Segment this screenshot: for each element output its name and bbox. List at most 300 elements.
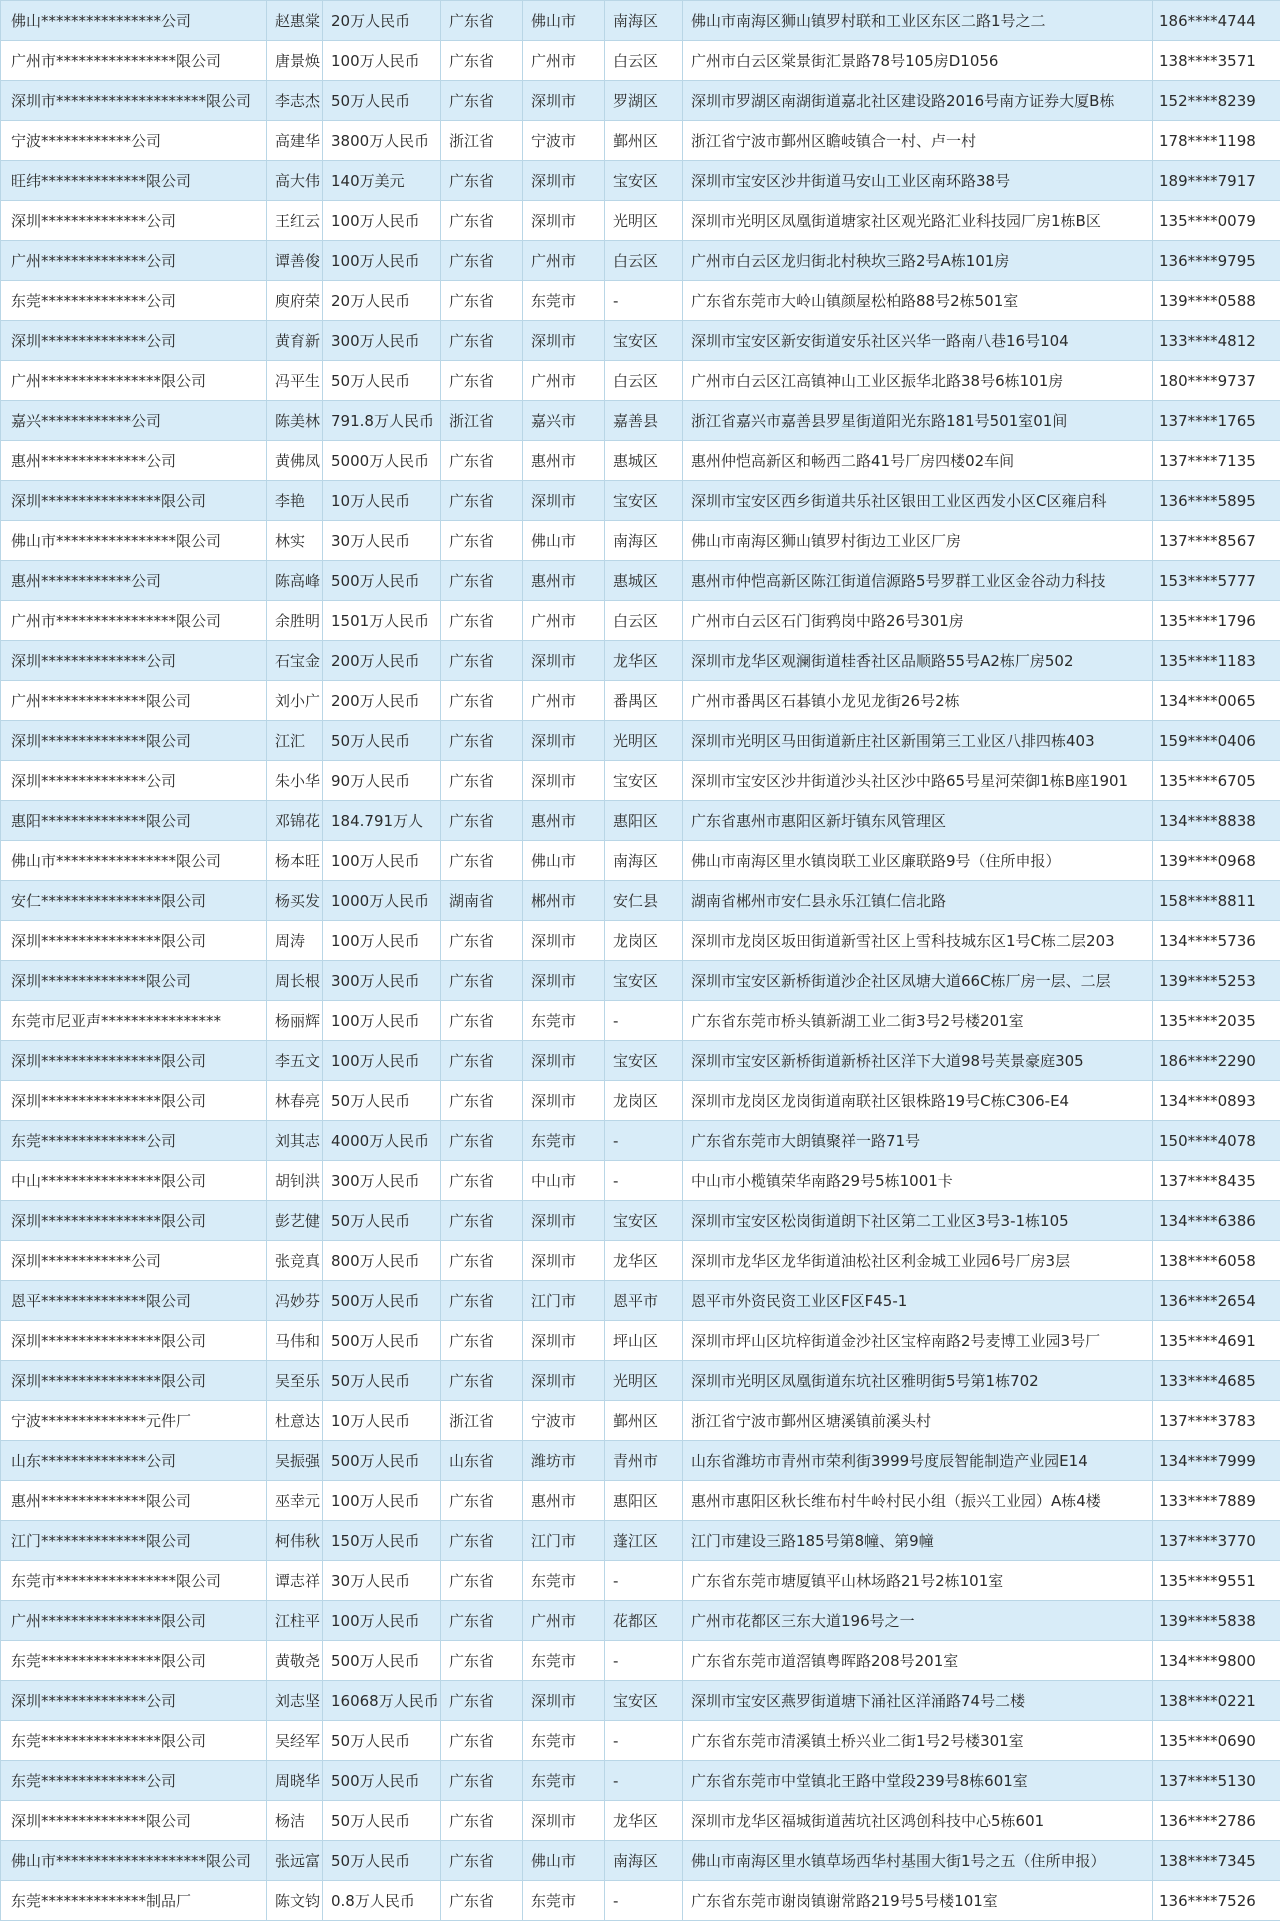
address-cell: 广州市白云区江高镇神山工业区振华北路38号6栋101房 bbox=[683, 361, 1153, 401]
table-row bbox=[1, 281, 1280, 321]
table-row bbox=[1, 1601, 1280, 1641]
table-row bbox=[1, 1881, 1280, 1921]
phone-cell: 134****0893 bbox=[1153, 1081, 1280, 1121]
company-name-cell: 深圳****************限公司 bbox=[1, 481, 267, 521]
address-cell: 广州市白云区龙归街北村秧坎三路2号A栋101房 bbox=[683, 241, 1153, 281]
company-name-cell: 东莞****************限公司 bbox=[1, 1641, 267, 1681]
capital-cell: 30万人民币 bbox=[323, 521, 441, 561]
company-name-cell: 深圳**************公司 bbox=[1, 1681, 267, 1721]
table-row bbox=[1, 761, 1280, 801]
phone-cell: 134****8838 bbox=[1153, 801, 1280, 841]
company-name-cell: 佛山市****************限公司 bbox=[1, 521, 267, 561]
company-name-cell: 安仁****************限公司 bbox=[1, 881, 267, 921]
phone-cell: 137****1765 bbox=[1153, 401, 1280, 441]
table-row bbox=[1, 361, 1280, 401]
legal-rep-cell: 杨本旺 bbox=[267, 841, 323, 881]
capital-cell: 500万人民币 bbox=[323, 1321, 441, 1361]
province-cell: 广东省 bbox=[441, 1601, 523, 1641]
city-cell: 深圳市 bbox=[523, 1201, 605, 1241]
district-cell: - bbox=[605, 1001, 683, 1041]
company-name-cell: 嘉兴************公司 bbox=[1, 401, 267, 441]
phone-cell: 134****7999 bbox=[1153, 1441, 1280, 1481]
company-name-cell: 东莞**************公司 bbox=[1, 281, 267, 321]
legal-rep-cell: 彭艺健 bbox=[267, 1201, 323, 1241]
company-name-cell: 东莞**************制品厂 bbox=[1, 1881, 267, 1921]
legal-rep-cell: 庾府荣 bbox=[267, 281, 323, 321]
city-cell: 东莞市 bbox=[523, 1001, 605, 1041]
address-cell: 深圳市龙华区龙华街道油松社区利金城工业园6号厂房3层 bbox=[683, 1241, 1153, 1281]
province-cell: 广东省 bbox=[441, 1241, 523, 1281]
table-row bbox=[1, 1281, 1280, 1321]
table-row bbox=[1, 1081, 1280, 1121]
table-body bbox=[1, 1, 1280, 1921]
address-cell: 广州市白云区石门街鸦岗中路26号301房 bbox=[683, 601, 1153, 641]
capital-cell: 30万人民币 bbox=[323, 1561, 441, 1601]
legal-rep-cell: 陈高峰 bbox=[267, 561, 323, 601]
province-cell: 广东省 bbox=[441, 281, 523, 321]
city-cell: 广州市 bbox=[523, 241, 605, 281]
province-cell: 广东省 bbox=[441, 201, 523, 241]
district-cell: 嘉善县 bbox=[605, 401, 683, 441]
table-row bbox=[1, 1441, 1280, 1481]
city-cell: 宁波市 bbox=[523, 121, 605, 161]
legal-rep-cell: 冯平生 bbox=[267, 361, 323, 401]
district-cell: - bbox=[605, 1161, 683, 1201]
legal-rep-cell: 李艳 bbox=[267, 481, 323, 521]
province-cell: 广东省 bbox=[441, 801, 523, 841]
province-cell: 广东省 bbox=[441, 761, 523, 801]
city-cell: 佛山市 bbox=[523, 1841, 605, 1881]
table-row bbox=[1, 1761, 1280, 1801]
phone-cell: 134****0065 bbox=[1153, 681, 1280, 721]
company-name-cell: 惠阳**************限公司 bbox=[1, 801, 267, 841]
district-cell: - bbox=[605, 1721, 683, 1761]
company-name-cell: 广州**************公司 bbox=[1, 241, 267, 281]
province-cell: 广东省 bbox=[441, 721, 523, 761]
legal-rep-cell: 冯妙芬 bbox=[267, 1281, 323, 1321]
province-cell: 广东省 bbox=[441, 1801, 523, 1841]
capital-cell: 50万人民币 bbox=[323, 721, 441, 761]
province-cell: 广东省 bbox=[441, 1, 523, 41]
address-cell: 浙江省宁波市鄞州区瞻岐镇合一村、卢一村 bbox=[683, 121, 1153, 161]
company-name-cell: 宁波************公司 bbox=[1, 121, 267, 161]
district-cell: 宝安区 bbox=[605, 481, 683, 521]
address-cell: 佛山市南海区狮山镇罗村联和工业区东区二路1号之二 bbox=[683, 1, 1153, 41]
capital-cell: 50万人民币 bbox=[323, 81, 441, 121]
address-cell: 深圳市宝安区新安街道安乐社区兴华一路南八巷16号104 bbox=[683, 321, 1153, 361]
city-cell: 深圳市 bbox=[523, 1041, 605, 1081]
company-name-cell: 惠州**************限公司 bbox=[1, 1481, 267, 1521]
company-name-cell: 深圳**************限公司 bbox=[1, 1801, 267, 1841]
phone-cell: 138****6058 bbox=[1153, 1241, 1280, 1281]
province-cell: 山东省 bbox=[441, 1441, 523, 1481]
capital-cell: 0.8万人民币 bbox=[323, 1881, 441, 1921]
company-name-cell: 深圳**************限公司 bbox=[1, 721, 267, 761]
company-name-cell: 深圳****************限公司 bbox=[1, 1201, 267, 1241]
legal-rep-cell: 江柱平 bbox=[267, 1601, 323, 1641]
district-cell: 宝安区 bbox=[605, 1681, 683, 1721]
company-name-cell: 广州****************限公司 bbox=[1, 1601, 267, 1641]
address-cell: 惠州仲恺高新区和畅西二路41号厂房四楼02车间 bbox=[683, 441, 1153, 481]
company-name-cell: 佛山市****************限公司 bbox=[1, 841, 267, 881]
capital-cell: 10万人民币 bbox=[323, 1401, 441, 1441]
district-cell: 光明区 bbox=[605, 201, 683, 241]
city-cell: 深圳市 bbox=[523, 961, 605, 1001]
legal-rep-cell: 高建华 bbox=[267, 121, 323, 161]
legal-rep-cell: 吴经军 bbox=[267, 1721, 323, 1761]
company-name-cell: 东莞**************公司 bbox=[1, 1121, 267, 1161]
table-row bbox=[1, 1561, 1280, 1601]
address-cell: 深圳市宝安区西乡街道共乐社区银田工业区西发小区C区雍启科 bbox=[683, 481, 1153, 521]
address-cell: 广州市番禺区石碁镇小龙见龙街26号2栋 bbox=[683, 681, 1153, 721]
company-name-cell: 佛山****************公司 bbox=[1, 1, 267, 41]
company-name-cell: 旺纬**************限公司 bbox=[1, 161, 267, 201]
city-cell: 宁波市 bbox=[523, 1401, 605, 1441]
table-row bbox=[1, 81, 1280, 121]
district-cell: 蓬江区 bbox=[605, 1521, 683, 1561]
legal-rep-cell: 刘小广 bbox=[267, 681, 323, 721]
district-cell: 罗湖区 bbox=[605, 81, 683, 121]
company-name-cell: 东莞****************限公司 bbox=[1, 1721, 267, 1761]
province-cell: 湖南省 bbox=[441, 881, 523, 921]
city-cell: 广州市 bbox=[523, 361, 605, 401]
province-cell: 广东省 bbox=[441, 521, 523, 561]
city-cell: 广州市 bbox=[523, 41, 605, 81]
phone-cell: 186****4744 bbox=[1153, 1, 1280, 41]
phone-cell: 137****3783 bbox=[1153, 1401, 1280, 1441]
city-cell: 惠州市 bbox=[523, 561, 605, 601]
province-cell: 广东省 bbox=[441, 1081, 523, 1121]
company-name-cell: 惠州************公司 bbox=[1, 561, 267, 601]
legal-rep-cell: 杨买发 bbox=[267, 881, 323, 921]
city-cell: 东莞市 bbox=[523, 1561, 605, 1601]
province-cell: 广东省 bbox=[441, 81, 523, 121]
district-cell: 龙华区 bbox=[605, 1801, 683, 1841]
capital-cell: 5000万人民币 bbox=[323, 441, 441, 481]
address-cell: 深圳市宝安区沙井街道马安山工业区南环路38号 bbox=[683, 161, 1153, 201]
city-cell: 佛山市 bbox=[523, 521, 605, 561]
address-cell: 深圳市光明区凤凰街道塘家社区观光路汇业科技园厂房1栋B区 bbox=[683, 201, 1153, 241]
table-row bbox=[1, 441, 1280, 481]
district-cell: 安仁县 bbox=[605, 881, 683, 921]
company-name-cell: 惠州**************公司 bbox=[1, 441, 267, 481]
city-cell: 东莞市 bbox=[523, 1721, 605, 1761]
address-cell: 深圳市龙岗区龙岗街道南联社区银株路19号C栋C306-E4 bbox=[683, 1081, 1153, 1121]
province-cell: 广东省 bbox=[441, 241, 523, 281]
table-row bbox=[1, 521, 1280, 561]
address-cell: 深圳市龙华区福城街道茜坑社区鸿创科技中心5栋601 bbox=[683, 1801, 1153, 1841]
city-cell: 东莞市 bbox=[523, 1761, 605, 1801]
phone-cell: 134****9800 bbox=[1153, 1641, 1280, 1681]
table-row bbox=[1, 1401, 1280, 1441]
table-row bbox=[1, 1201, 1280, 1241]
province-cell: 广东省 bbox=[441, 1041, 523, 1081]
phone-cell: 137****8435 bbox=[1153, 1161, 1280, 1201]
province-cell: 广东省 bbox=[441, 1761, 523, 1801]
district-cell: 宝安区 bbox=[605, 961, 683, 1001]
district-cell: 惠城区 bbox=[605, 441, 683, 481]
capital-cell: 20万人民币 bbox=[323, 1, 441, 41]
district-cell: 宝安区 bbox=[605, 321, 683, 361]
phone-cell: 138****0221 bbox=[1153, 1681, 1280, 1721]
table-row bbox=[1, 1721, 1280, 1761]
city-cell: 佛山市 bbox=[523, 841, 605, 881]
company-name-cell: 东莞**************公司 bbox=[1, 1761, 267, 1801]
legal-rep-cell: 邓锦花 bbox=[267, 801, 323, 841]
legal-rep-cell: 余胜明 bbox=[267, 601, 323, 641]
phone-cell: 139****0588 bbox=[1153, 281, 1280, 321]
capital-cell: 100万人民币 bbox=[323, 1481, 441, 1521]
address-cell: 广东省惠州市惠阳区新圩镇东风管理区 bbox=[683, 801, 1153, 841]
city-cell: 深圳市 bbox=[523, 1081, 605, 1121]
table-row bbox=[1, 1, 1280, 41]
address-cell: 广州市白云区棠景街汇景路78号105房D1056 bbox=[683, 41, 1153, 81]
table-row bbox=[1, 161, 1280, 201]
phone-cell: 150****4078 bbox=[1153, 1121, 1280, 1161]
legal-rep-cell: 柯伟秋 bbox=[267, 1521, 323, 1561]
district-cell: - bbox=[605, 1761, 683, 1801]
table-row bbox=[1, 41, 1280, 81]
capital-cell: 500万人民币 bbox=[323, 1641, 441, 1681]
capital-cell: 100万人民币 bbox=[323, 1601, 441, 1641]
table-row bbox=[1, 321, 1280, 361]
legal-rep-cell: 朱小华 bbox=[267, 761, 323, 801]
company-name-cell: 宁波**************元件厂 bbox=[1, 1401, 267, 1441]
district-cell: 坪山区 bbox=[605, 1321, 683, 1361]
province-cell: 广东省 bbox=[441, 921, 523, 961]
legal-rep-cell: 黄敬尧 bbox=[267, 1641, 323, 1681]
province-cell: 广东省 bbox=[441, 601, 523, 641]
phone-cell: 135****2035 bbox=[1153, 1001, 1280, 1041]
city-cell: 佛山市 bbox=[523, 1, 605, 41]
legal-rep-cell: 吴至乐 bbox=[267, 1361, 323, 1401]
province-cell: 广东省 bbox=[441, 321, 523, 361]
phone-cell: 153****5777 bbox=[1153, 561, 1280, 601]
capital-cell: 100万人民币 bbox=[323, 1041, 441, 1081]
phone-cell: 135****9551 bbox=[1153, 1561, 1280, 1601]
province-cell: 广东省 bbox=[441, 561, 523, 601]
table-row bbox=[1, 121, 1280, 161]
capital-cell: 20万人民币 bbox=[323, 281, 441, 321]
province-cell: 广东省 bbox=[441, 1841, 523, 1881]
capital-cell: 791.8万人民币 bbox=[323, 401, 441, 441]
address-cell: 广东省东莞市大朗镇聚祥一路71号 bbox=[683, 1121, 1153, 1161]
address-cell: 深圳市宝安区松岗街道朗下社区第二工业区3号3-1栋105 bbox=[683, 1201, 1153, 1241]
table-row bbox=[1, 1321, 1280, 1361]
city-cell: 东莞市 bbox=[523, 281, 605, 321]
phone-cell: 133****7889 bbox=[1153, 1481, 1280, 1521]
company-name-cell: 广州****************限公司 bbox=[1, 361, 267, 401]
province-cell: 广东省 bbox=[441, 1321, 523, 1361]
address-cell: 深圳市罗湖区南湖街道嘉北社区建设路2016号南方证券大厦B栋 bbox=[683, 81, 1153, 121]
capital-cell: 4000万人民币 bbox=[323, 1121, 441, 1161]
address-cell: 湖南省郴州市安仁县永乐江镇仁信北路 bbox=[683, 881, 1153, 921]
capital-cell: 1000万人民币 bbox=[323, 881, 441, 921]
province-cell: 浙江省 bbox=[441, 121, 523, 161]
district-cell: 宝安区 bbox=[605, 761, 683, 801]
address-cell: 广州市花都区三东大道196号之一 bbox=[683, 1601, 1153, 1641]
district-cell: - bbox=[605, 1121, 683, 1161]
address-cell: 广东省东莞市中堂镇北王路中堂段239号8栋601室 bbox=[683, 1761, 1153, 1801]
company-name-cell: 东莞市****************限公司 bbox=[1, 1561, 267, 1601]
phone-cell: 136****7526 bbox=[1153, 1881, 1280, 1921]
company-name-cell: 山东**************公司 bbox=[1, 1441, 267, 1481]
district-cell: 南海区 bbox=[605, 1, 683, 41]
company-name-cell: 深圳****************限公司 bbox=[1, 921, 267, 961]
phone-cell: 139****0968 bbox=[1153, 841, 1280, 881]
table-row bbox=[1, 1161, 1280, 1201]
province-cell: 广东省 bbox=[441, 1481, 523, 1521]
company-name-cell: 深圳****************限公司 bbox=[1, 1041, 267, 1081]
table-row bbox=[1, 1481, 1280, 1521]
address-cell: 深圳市宝安区沙井街道沙头社区沙中路65号星河荣御1栋B座1901 bbox=[683, 761, 1153, 801]
city-cell: 广州市 bbox=[523, 601, 605, 641]
district-cell: 青州市 bbox=[605, 1441, 683, 1481]
table-row bbox=[1, 1121, 1280, 1161]
address-cell: 深圳市宝安区新桥街道新桥社区洋下大道98号芙景豪庭305 bbox=[683, 1041, 1153, 1081]
province-cell: 广东省 bbox=[441, 441, 523, 481]
city-cell: 东莞市 bbox=[523, 1121, 605, 1161]
district-cell: 白云区 bbox=[605, 601, 683, 641]
city-cell: 深圳市 bbox=[523, 321, 605, 361]
table-row bbox=[1, 641, 1280, 681]
district-cell: - bbox=[605, 1881, 683, 1921]
company-name-cell: 广州**************限公司 bbox=[1, 681, 267, 721]
province-cell: 浙江省 bbox=[441, 401, 523, 441]
table-row bbox=[1, 601, 1280, 641]
province-cell: 浙江省 bbox=[441, 1401, 523, 1441]
district-cell: - bbox=[605, 1561, 683, 1601]
legal-rep-cell: 黄育新 bbox=[267, 321, 323, 361]
table-row bbox=[1, 1241, 1280, 1281]
province-cell: 广东省 bbox=[441, 1641, 523, 1681]
city-cell: 江门市 bbox=[523, 1281, 605, 1321]
capital-cell: 200万人民币 bbox=[323, 641, 441, 681]
district-cell: 番禺区 bbox=[605, 681, 683, 721]
province-cell: 广东省 bbox=[441, 961, 523, 1001]
province-cell: 广东省 bbox=[441, 1561, 523, 1601]
address-cell: 中山市小榄镇荣华南路29号5栋1001卡 bbox=[683, 1161, 1153, 1201]
province-cell: 广东省 bbox=[441, 361, 523, 401]
address-cell: 深圳市光明区凤凰街道东坑社区雅明街5号第1栋702 bbox=[683, 1361, 1153, 1401]
district-cell: 白云区 bbox=[605, 241, 683, 281]
table-row bbox=[1, 481, 1280, 521]
city-cell: 深圳市 bbox=[523, 1681, 605, 1721]
city-cell: 潍坊市 bbox=[523, 1441, 605, 1481]
capital-cell: 500万人民币 bbox=[323, 1761, 441, 1801]
district-cell: 南海区 bbox=[605, 521, 683, 561]
table-row bbox=[1, 401, 1280, 441]
capital-cell: 50万人民币 bbox=[323, 361, 441, 401]
table-row bbox=[1, 721, 1280, 761]
province-cell: 广东省 bbox=[441, 1881, 523, 1921]
table-row bbox=[1, 881, 1280, 921]
province-cell: 广东省 bbox=[441, 1001, 523, 1041]
legal-rep-cell: 刘其志 bbox=[267, 1121, 323, 1161]
legal-rep-cell: 林春亮 bbox=[267, 1081, 323, 1121]
phone-cell: 186****2290 bbox=[1153, 1041, 1280, 1081]
legal-rep-cell: 巫幸元 bbox=[267, 1481, 323, 1521]
city-cell: 深圳市 bbox=[523, 721, 605, 761]
capital-cell: 100万人民币 bbox=[323, 1001, 441, 1041]
phone-cell: 138****7345 bbox=[1153, 1841, 1280, 1881]
city-cell: 广州市 bbox=[523, 681, 605, 721]
capital-cell: 500万人民币 bbox=[323, 561, 441, 601]
province-cell: 广东省 bbox=[441, 1161, 523, 1201]
province-cell: 广东省 bbox=[441, 681, 523, 721]
address-cell: 深圳市龙岗区坂田街道新雪社区上雪科技城东区1号C栋二层203 bbox=[683, 921, 1153, 961]
phone-cell: 133****4812 bbox=[1153, 321, 1280, 361]
phone-cell: 135****6705 bbox=[1153, 761, 1280, 801]
capital-cell: 500万人民币 bbox=[323, 1281, 441, 1321]
district-cell: 惠阳区 bbox=[605, 1481, 683, 1521]
capital-cell: 90万人民币 bbox=[323, 761, 441, 801]
district-cell: 光明区 bbox=[605, 1361, 683, 1401]
table-row bbox=[1, 801, 1280, 841]
legal-rep-cell: 石宝金 bbox=[267, 641, 323, 681]
company-name-cell: 江门**************限公司 bbox=[1, 1521, 267, 1561]
city-cell: 深圳市 bbox=[523, 1241, 605, 1281]
company-name-cell: 深圳************公司 bbox=[1, 1241, 267, 1281]
province-cell: 广东省 bbox=[441, 41, 523, 81]
capital-cell: 150万人民币 bbox=[323, 1521, 441, 1561]
district-cell: 白云区 bbox=[605, 41, 683, 81]
address-cell: 深圳市光明区马田街道新庄社区新围第三工业区八排四栋403 bbox=[683, 721, 1153, 761]
address-cell: 惠州市仲恺高新区陈江街道信源路5号罗群工业区金谷动力科技 bbox=[683, 561, 1153, 601]
phone-cell: 189****7917 bbox=[1153, 161, 1280, 201]
legal-rep-cell: 杨洁 bbox=[267, 1801, 323, 1841]
address-cell: 佛山市南海区狮山镇罗村街边工业区厂房 bbox=[683, 521, 1153, 561]
city-cell: 深圳市 bbox=[523, 161, 605, 201]
capital-cell: 100万人民币 bbox=[323, 201, 441, 241]
address-cell: 佛山市南海区里水镇岗联工业区廉联路9号（住所申报） bbox=[683, 841, 1153, 881]
table-row bbox=[1, 1681, 1280, 1721]
city-cell: 嘉兴市 bbox=[523, 401, 605, 441]
capital-cell: 300万人民币 bbox=[323, 1161, 441, 1201]
phone-cell: 180****9737 bbox=[1153, 361, 1280, 401]
phone-cell: 137****3770 bbox=[1153, 1521, 1280, 1561]
city-cell: 惠州市 bbox=[523, 801, 605, 841]
legal-rep-cell: 周涛 bbox=[267, 921, 323, 961]
company-name-cell: 广州市****************限公司 bbox=[1, 601, 267, 641]
capital-cell: 300万人民币 bbox=[323, 961, 441, 1001]
capital-cell: 100万人民币 bbox=[323, 41, 441, 81]
city-cell: 深圳市 bbox=[523, 641, 605, 681]
city-cell: 惠州市 bbox=[523, 1481, 605, 1521]
table-row bbox=[1, 201, 1280, 241]
address-cell: 深圳市龙华区观澜街道桂香社区品顺路55号A2栋厂房502 bbox=[683, 641, 1153, 681]
legal-rep-cell: 谭善俊 bbox=[267, 241, 323, 281]
company-name-cell: 深圳**************公司 bbox=[1, 201, 267, 241]
province-cell: 广东省 bbox=[441, 1681, 523, 1721]
company-name-cell: 恩平**************限公司 bbox=[1, 1281, 267, 1321]
legal-rep-cell: 谭志祥 bbox=[267, 1561, 323, 1601]
district-cell: 南海区 bbox=[605, 841, 683, 881]
province-cell: 广东省 bbox=[441, 161, 523, 201]
district-cell: 龙岗区 bbox=[605, 921, 683, 961]
city-cell: 江门市 bbox=[523, 1521, 605, 1561]
city-cell: 东莞市 bbox=[523, 1641, 605, 1681]
city-cell: 深圳市 bbox=[523, 481, 605, 521]
district-cell: 龙华区 bbox=[605, 641, 683, 681]
district-cell: - bbox=[605, 1641, 683, 1681]
phone-cell: 135****1796 bbox=[1153, 601, 1280, 641]
district-cell: 光明区 bbox=[605, 721, 683, 761]
address-cell: 广东省东莞市塘厦镇平山林场路21号2栋101室 bbox=[683, 1561, 1153, 1601]
phone-cell: 134****5736 bbox=[1153, 921, 1280, 961]
phone-cell: 135****0690 bbox=[1153, 1721, 1280, 1761]
province-cell: 广东省 bbox=[441, 1201, 523, 1241]
